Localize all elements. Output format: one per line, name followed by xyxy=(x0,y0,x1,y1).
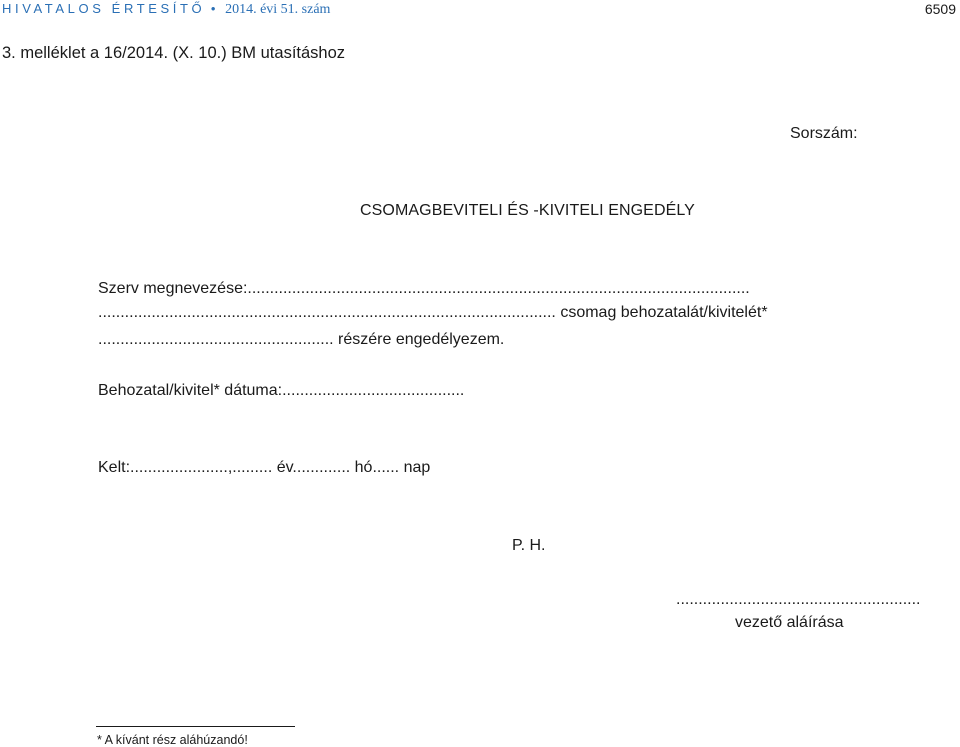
document-title: CSOMAGBEVITELI ÉS -KIVITELI ENGEDÉLY xyxy=(360,202,695,219)
footnote: * A kívánt rész aláhúzandó! xyxy=(97,733,248,747)
organization-name-line: Szerv megnevezése:................................................................................................................. xyxy=(98,280,750,297)
issue-label: 2014. évi 51. szám xyxy=(225,2,331,17)
issued-line: Kelt:......................,......... év............. hó...... nap xyxy=(98,459,431,476)
running-header xyxy=(2,1,330,18)
annex-title: 3. melléklet a 16/2014. (X. 10.) BM utasításhoz xyxy=(2,44,346,62)
publication-name: HIVATALOS ÉRTESÍTŐ xyxy=(2,1,206,16)
permit-line: ..................................................... részére engedélyezem. xyxy=(98,331,505,348)
header-bullet: • xyxy=(210,1,216,16)
footnote-divider xyxy=(96,726,295,727)
serial-number-label: Sorszám: xyxy=(790,125,858,142)
seal-label: P. H. xyxy=(512,537,546,554)
page-number: 6509 xyxy=(924,1,956,17)
signature-line: ....................................................... xyxy=(676,591,921,608)
package-line: ....................................................................................................... csomag behozatalát/kivitelét* xyxy=(98,304,768,321)
date-line: Behozatal/kivitel* dátuma:......................................... xyxy=(98,382,465,399)
signature-label: vezető aláírása xyxy=(735,614,844,631)
